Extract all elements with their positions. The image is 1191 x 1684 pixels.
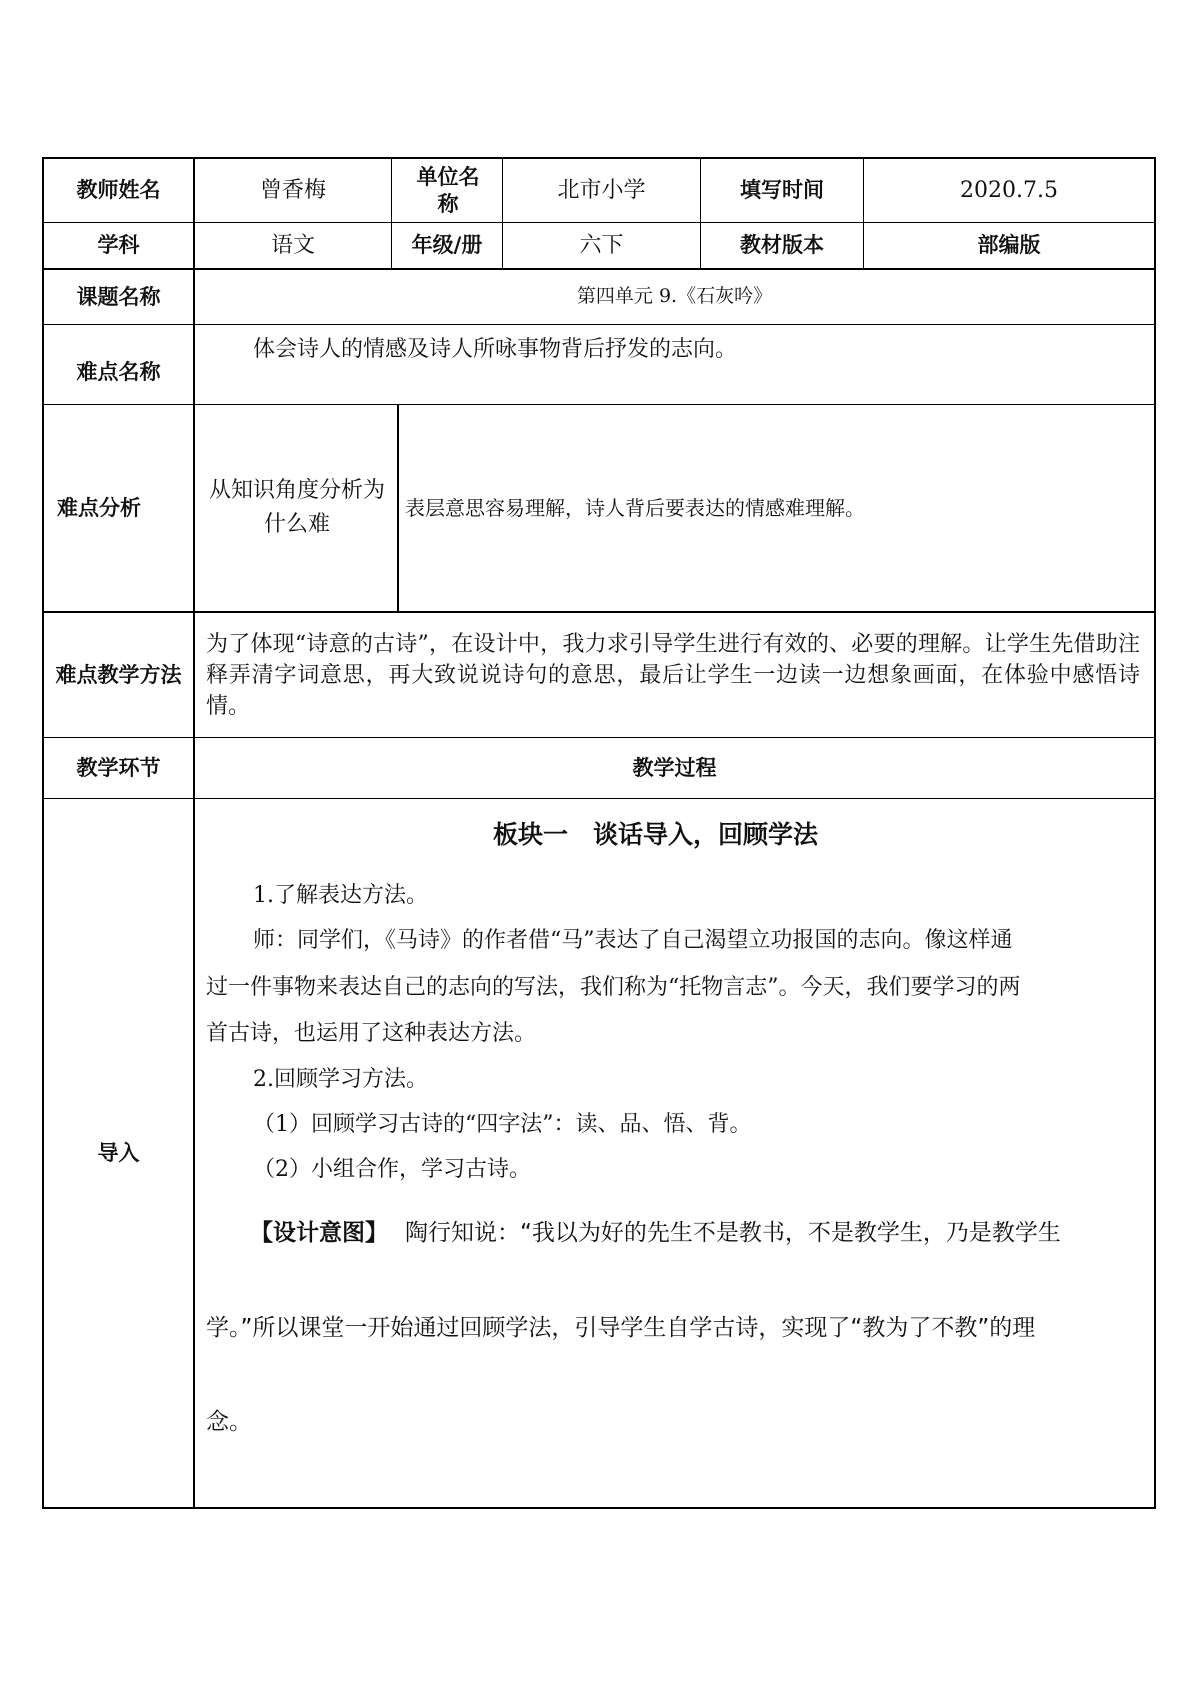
analysis-value: 表层意思容易理解，诗人背后要表达的情感难理解。	[405, 495, 865, 520]
row-divider	[42, 324, 1156, 325]
process-stage-label: 教学环节	[76, 755, 161, 780]
topic-value: 第四单元 9.《石灰吟》	[576, 285, 773, 308]
analysis-divider	[397, 405, 399, 612]
intro-line-1: 1.了解表达方法。	[253, 883, 428, 908]
edition-value: 部编版	[977, 233, 1041, 258]
row-divider	[42, 611, 1156, 613]
section-title: 板块一 谈话导入，回顾学法	[493, 820, 819, 849]
analysis-label: 难点分析	[57, 495, 141, 520]
subject-label: 学科	[97, 233, 140, 258]
grade-label: 年级/册	[411, 233, 483, 258]
intro-line-7: （2）小组合作，学习古诗。	[253, 1157, 531, 1182]
row-divider	[42, 798, 1156, 799]
label-column-divider	[193, 157, 195, 1509]
teacher-name-label: 教师姓名	[76, 178, 161, 203]
design-line-1: 陶行知说：“我以为好的先生不是教书，不是教学生，乃是教学生	[405, 1220, 1061, 1246]
method-value: 为了体现“诗意的古诗”，在设计中，我力求引导学生进行有效的、必要的理解。让学生先借助注释弄清字词意思，再大致说说诗句的意思，最后让学生一边读一边想象画面，在体验中感悟诗情。	[206, 632, 1140, 719]
edition-label: 教材版本	[740, 233, 824, 258]
grade-value: 六下	[579, 232, 624, 258]
intro-line-2: 师：同学们，《马诗》的作者借“马”表达了自己渴望立功报国的志向。像这样通	[253, 928, 1013, 953]
design-intent-tag: 【设计意图】	[250, 1220, 388, 1246]
design-line-3: 念。	[206, 1409, 252, 1435]
fill-time-value: 2020.7.5	[960, 177, 1058, 203]
unit-name-value: 北市小学	[557, 177, 646, 203]
method-label: 难点教学方法	[55, 662, 182, 687]
topic-label: 课题名称	[76, 284, 161, 309]
table-border-right	[1154, 157, 1156, 1509]
intro-line-3: 过一件事物来表达自己的志向的写法，我们称为“托物言志”。今天，我们要学习的两	[206, 975, 1021, 1000]
intro-line-5: 2.回顾学习方法。	[253, 1067, 428, 1092]
fill-time-label: 填写时间	[740, 178, 824, 203]
difficulty-value: 体会诗人的情感及诗人所咏事物背后抒发的志向。	[253, 337, 738, 362]
unit-name-label: 单位名称	[416, 165, 480, 216]
intro-stage-label: 导入	[97, 1140, 140, 1165]
design-line-2: 学。”所以课堂一开始通过回顾学法，引导学生自学古诗，实现了“教为了不教”的理	[206, 1315, 1036, 1341]
analysis-sub-label: 从知识角度分析为什么难	[208, 478, 385, 537]
subject-value: 语文	[270, 232, 315, 258]
table-border-bottom	[42, 1507, 1156, 1509]
process-label: 教学过程	[632, 755, 717, 780]
teacher-name-value: 曾香梅	[259, 177, 326, 203]
intro-line-6: （1）回顾学习古诗的“四字法”：读、品、悟、背。	[253, 1112, 752, 1137]
intro-line-4: 首古诗，也运用了这种表达方法。	[206, 1021, 537, 1046]
difficulty-label: 难点名称	[76, 360, 161, 385]
